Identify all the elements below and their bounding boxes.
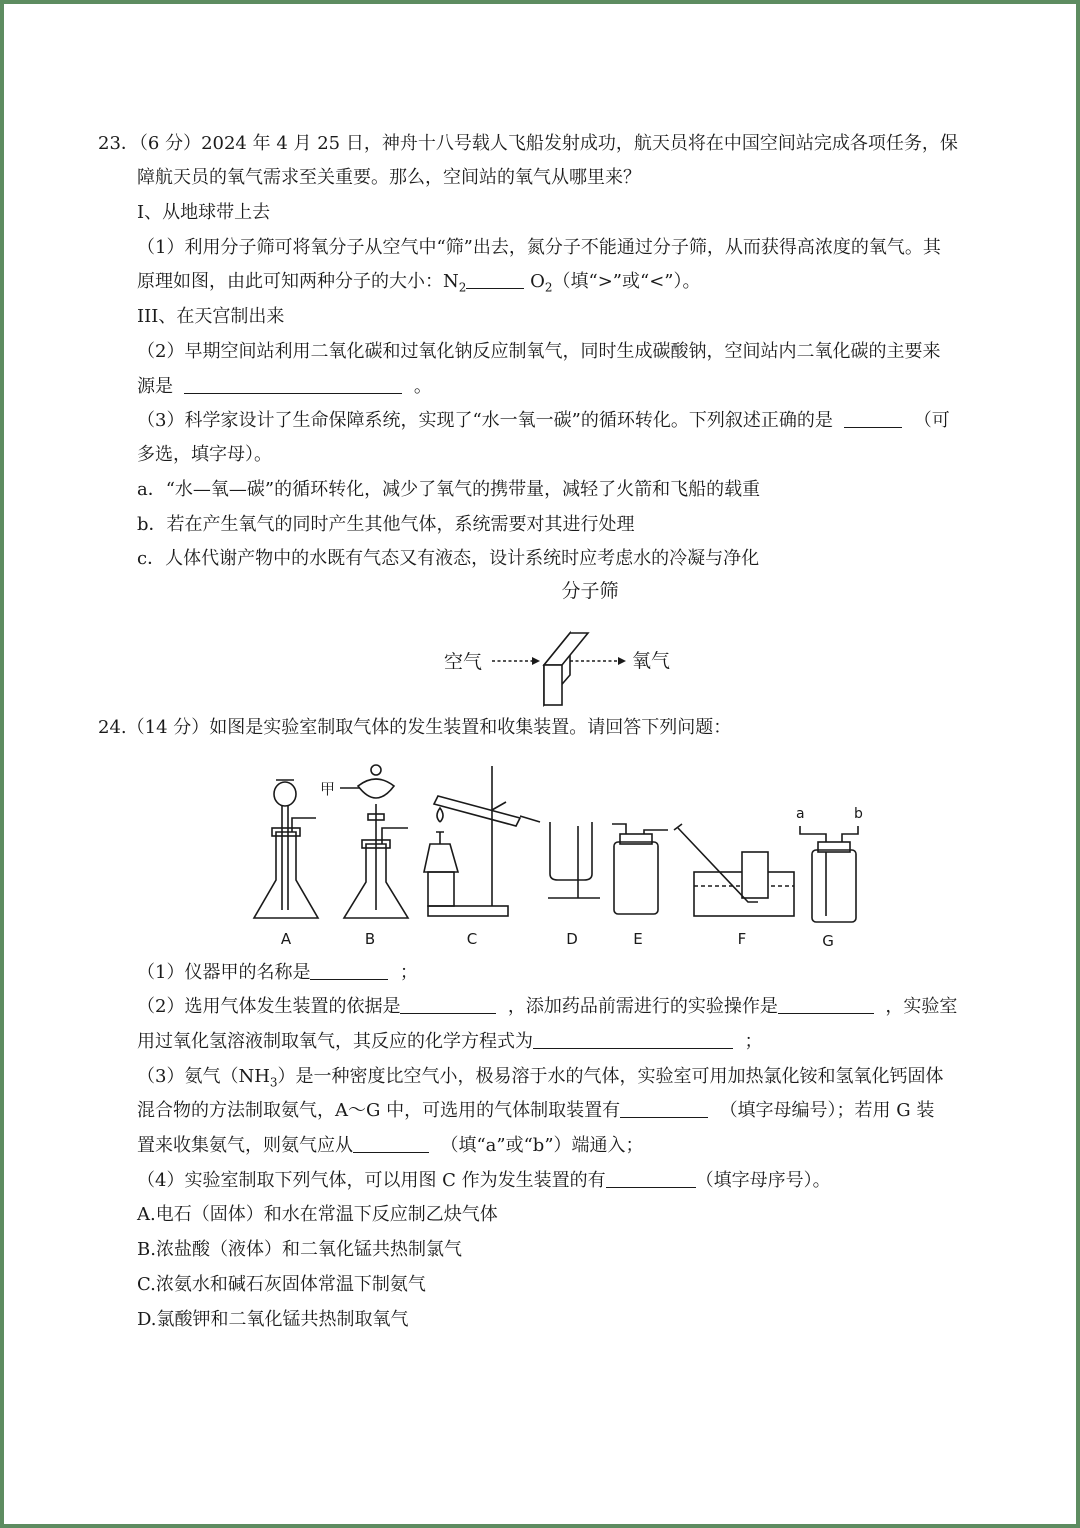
q24-part3-text-e: 置来收集氨气，则氨气应从: [137, 1135, 353, 1156]
q24-part3-line1: [137, 1065, 944, 1095]
apparatus-letter-d: D: [566, 930, 578, 948]
q24-part1-text-b: ；: [399, 962, 418, 983]
oxygen-label: 氧气: [632, 650, 671, 672]
jia-label: 甲: [320, 780, 336, 798]
q23-part3-blank[interactable]: [844, 409, 902, 428]
q23-part1-line2: [137, 270, 701, 300]
q23-stem-line1: 23．（6 分）2024 年 4 月 25 日，神舟十八号载人飞船发射成功，航天员将在中国空间站完成各项任务，保: [98, 133, 958, 154]
apparatus-f: [674, 824, 794, 916]
q23-section-3: III、在天宫制出来: [137, 306, 285, 327]
port-a-label: a: [796, 806, 805, 822]
q24-option-b: B.浓盐酸（液体）和二氧化锰共热制氯气: [137, 1239, 462, 1260]
q24-part1: [137, 961, 418, 985]
apparatus-b: [340, 765, 408, 918]
q23-part3-line1: [137, 409, 950, 433]
q24-part2-text-a: （2）选用气体发生装置的依据是: [137, 996, 401, 1017]
apparatus-letter-e: E: [633, 930, 643, 948]
q24-stem: 24.（14 分）如图是实验室制取气体的发生装置和收集装置。请回答下列问题：: [98, 717, 732, 738]
q24-part4-text-a: （4）实验室制取下列气体，可以用图 C 作为发生装置的有: [137, 1170, 606, 1191]
q24-part3-line2: [137, 1099, 934, 1123]
q24-part4-blank[interactable]: [606, 1169, 696, 1188]
apparatus-figure: [248, 752, 863, 952]
sieve-top: [544, 633, 588, 665]
air-label: 空气: [444, 651, 483, 673]
q23-part3-text-a: （3）科学家设计了生命保障系统，实现了“水一氧一碳”的循环转化。下列叙述正确的是: [137, 410, 833, 431]
q24-part3-text-c: 混合物的方法制取氨气，A～G 中，可选用的气体制取装置有: [137, 1100, 621, 1121]
q23-option-b: b．若在产生氧气的同时产生其他气体，系统需要对其进行处理: [137, 514, 635, 535]
q23-part1-text-a: 原理如图，由此可知两种分子的大小：N: [137, 271, 459, 292]
q24-part3-blank-1[interactable]: [620, 1099, 708, 1118]
q24-part2-text-c: ，实验室: [885, 996, 958, 1017]
q24-part2-line1: [137, 995, 957, 1019]
apparatus-g: [800, 826, 858, 922]
q23-part1-text-c: （填“>”或“<”）。: [552, 271, 701, 292]
apparatus-a: [254, 780, 318, 918]
q23-part1-blank[interactable]: [466, 270, 524, 289]
q23-option-a: a．“水—氧—碳”的循环转化，减少了氧气的携带量，减轻了火箭和飞船的载重: [137, 479, 761, 500]
sieve-front: [544, 665, 562, 705]
q24-part3-line3: [137, 1134, 644, 1158]
q23-stem-line2: 障航天员的氧气需求至关重要。那么，空间站的氧气从哪里来？: [137, 167, 641, 188]
apparatus-letter-a: A: [280, 930, 292, 948]
q23-part1-text-b: O: [524, 271, 545, 292]
q24-part3-sub: 3: [269, 1075, 278, 1090]
q23-part1-sub-b: 2: [544, 280, 553, 295]
q23-part2-line2: [137, 375, 432, 399]
sieve-label: 分子筛: [561, 580, 619, 602]
q24-part2-text-b: ，添加药品前需进行的实验操作是: [507, 996, 778, 1017]
apparatus-letter-g: G: [822, 932, 834, 950]
apparatus-d: [548, 822, 600, 898]
oxygen-arrow-head: [618, 657, 626, 665]
q23-part1-line1: （1）利用分子筛可将氧分子从空气中“筛”出去，氮分子不能通过分子筛，从而获得高浓度的氧气。其: [137, 237, 941, 258]
q23-part1-sub-a: 2: [458, 280, 467, 295]
q24-part4-text-b: （填字母序号）。: [695, 1170, 831, 1191]
q24-option-d: D.氯酸钾和二氧化锰共热制取氧气: [137, 1309, 409, 1330]
port-b-label: b: [854, 806, 863, 822]
q23-part2-blank[interactable]: [184, 375, 402, 394]
q24-part3-text-f: （填“a”或“b”）端通入；: [440, 1135, 644, 1156]
q23-part3-line2: 多选，填字母）。: [137, 444, 272, 465]
q23-part2-text-a: 源是: [137, 376, 173, 397]
q24-part2-line2: [137, 1030, 762, 1054]
apparatus-letter-b: B: [364, 930, 376, 948]
q24-part3-blank-2[interactable]: [353, 1134, 429, 1153]
q24-part3-text-a: （3）氨气（NH: [137, 1066, 270, 1087]
q24-part2-blank-3[interactable]: [533, 1030, 733, 1049]
q23-option-c: c．人体代谢产物中的水既有气态又有液态，设计系统时应考虑水的冷凝与净化: [137, 548, 760, 569]
q24-part3-text-d: （填字母编号）；若用 G 装: [719, 1100, 935, 1121]
q23-part3-text-b: （可: [913, 410, 950, 431]
q24-part2-text-d: 用过氧化氢溶液制取氧气，其反应的化学方程式为: [137, 1031, 533, 1052]
q24-part2-blank-1[interactable]: [400, 995, 496, 1014]
molecular-sieve-figure: [430, 575, 690, 710]
apparatus-letter-f: F: [737, 930, 747, 948]
q24-part2-blank-2[interactable]: [778, 995, 874, 1014]
apparatus-c: [424, 766, 540, 916]
q24-part1-blank[interactable]: [310, 961, 388, 980]
q24-part3-text-b: ）是一种密度比空气小，极易溶于水的气体，实验室可用加热氯化铵和氢氧化钙固体: [277, 1066, 944, 1087]
q23-part2-text-b: 。: [413, 376, 432, 397]
q23-part2-line1: （2）早期空间站利用二氧化碳和过氧化钠反应制氧气，同时生成碳酸钠，空间站内二氧化碳的主要来: [137, 341, 941, 362]
q24-option-c: C.浓氨水和碱石灰固体常温下制氨气: [137, 1274, 426, 1295]
apparatus-letter-labels: [281, 930, 834, 950]
air-arrow-head: [532, 657, 540, 665]
apparatus-e: [612, 824, 668, 914]
q23-section-1: I、从地球带上去: [137, 202, 271, 223]
q24-option-a: A.电石（固体）和水在常温下反应制乙炔气体: [137, 1204, 498, 1225]
apparatus-letter-c: C: [466, 930, 478, 948]
q24-part4: [137, 1169, 831, 1193]
q24-part2-text-e: ；: [744, 1031, 763, 1052]
q24-part1-text-a: （1）仪器甲的名称是: [137, 962, 311, 983]
